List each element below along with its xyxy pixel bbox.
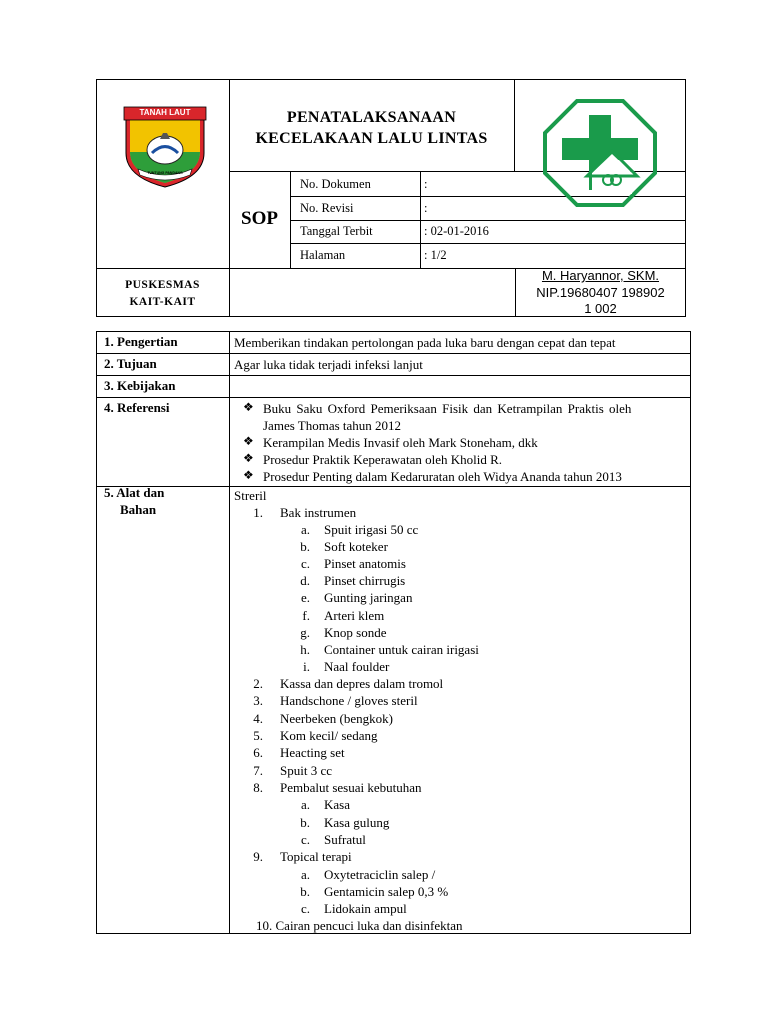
sub-item: Oxytetraciclin salep /: [324, 867, 436, 882]
title-line-2: KECELAKAAN LALU LINTAS: [255, 130, 488, 147]
tanah-laut-emblem: [120, 105, 210, 189]
meta-value-revisi: :: [424, 201, 428, 215]
referensi-item: Prosedur Praktik Keperawatan oleh Kholid R.: [263, 452, 503, 467]
sub-item: Naal foulder: [324, 659, 390, 674]
sub-marker: i.: [303, 659, 310, 674]
alat-item: Kom kecil/ sedang: [280, 728, 378, 743]
alat-item-10: 10. Cairan pencuci luka dan disinfektan: [256, 918, 463, 933]
sop-label: SOP: [241, 208, 278, 229]
sub-marker: b.: [300, 539, 310, 554]
text-steril: Streril: [234, 488, 267, 503]
list-number: 1.: [253, 505, 263, 520]
alat-item: Heacting set: [280, 745, 345, 760]
sub-marker: h.: [300, 642, 310, 657]
sub-item: Soft koteker: [324, 539, 388, 554]
text-pengertian: Memberikan tindakan pertolongan pada luka baru dengan cepat dan tepat: [234, 335, 616, 350]
list-number: 5.: [253, 728, 263, 743]
diamond-bullet-icon: ❖: [243, 434, 254, 448]
diamond-bullet-icon: ❖: [243, 468, 254, 482]
label-alat-line-1: 5. Alat dan: [104, 485, 165, 500]
list-number: 2.: [253, 676, 263, 691]
sub-marker: a.: [300, 522, 310, 537]
referensi-item: Prosedur Penting dalam Kedaruratan oleh Widya Ananda tahun 2013: [263, 469, 622, 484]
org-line-1: PUSKESMAS: [125, 279, 200, 291]
sub-item: Container untuk cairan irigasi: [324, 642, 479, 657]
list-number: 4.: [253, 711, 263, 726]
signer-nip-1: NIP.19680407 198902: [536, 284, 665, 300]
sub-item: Kasa: [324, 797, 350, 812]
sub-marker: a.: [300, 867, 310, 882]
meta-label-revisi: No. Revisi: [300, 201, 354, 215]
alat-item-1: Bak instrumen: [280, 505, 357, 520]
list-number: 7.: [253, 763, 263, 778]
sub-marker: a.: [300, 797, 310, 812]
sub-item: Knop sonde: [324, 625, 387, 640]
title-line-1: PENATALAKSANAAN: [286, 109, 457, 126]
list-number: 3.: [253, 693, 263, 708]
text-tujuan: Agar luka tidak terjadi infeksi lanjut: [234, 357, 423, 372]
referensi-item-cont: James Thomas tahun 2012: [263, 418, 402, 433]
diamond-bullet-icon: ❖: [243, 400, 254, 414]
emblem-banner-text: TUNTUNG PANDANG: [147, 171, 183, 175]
label-pengertian: 1. Pengertian: [104, 334, 178, 349]
signer-name: M. Haryannor, SKM.: [541, 268, 660, 283]
label-alat-line-2: Bahan: [120, 502, 157, 517]
alat-item: Handschone / gloves steril: [280, 693, 418, 708]
alat-item: Neerbeken (bengkok): [280, 711, 393, 726]
list-number: 9.: [253, 849, 263, 864]
sub-item: Spuit irigasi 50 cc: [324, 522, 419, 537]
sub-marker: c.: [300, 901, 310, 916]
label-kebijakan: 3. Kebijakan: [104, 378, 176, 393]
list-number: 8.: [253, 780, 263, 795]
meta-value-dokumen: :: [424, 177, 428, 191]
meta-label-halaman: Halaman: [300, 248, 346, 262]
sub-marker: e.: [300, 590, 310, 605]
signer-nip-2: 1 002: [584, 301, 617, 316]
meta-label-dokumen: No. Dokumen: [300, 177, 371, 191]
sub-marker: c.: [300, 556, 310, 571]
meta-label-tanggal: Tanggal Terbit: [300, 224, 373, 238]
diamond-bullet-icon: ❖: [243, 451, 254, 465]
sub-marker: b.: [300, 815, 310, 830]
sub-item: Kasa gulung: [324, 815, 390, 830]
label-referensi: 4. Referensi: [104, 400, 170, 415]
alat-item: Spuit 3 cc: [280, 763, 332, 778]
sub-item: Gunting jaringan: [324, 590, 413, 605]
emblem-top-text: TANAH LAUT: [139, 108, 191, 117]
label-tujuan: 2. Tujuan: [104, 356, 157, 371]
sub-marker: g.: [300, 625, 310, 640]
referensi-item: Buku Saku Oxford Pemeriksaan Fisik dan Ketrampilan Praktis oleh: [263, 401, 632, 416]
alat-item-9: Topical terapi: [280, 849, 352, 864]
alat-item: Kassa dan depres dalam tromol: [280, 676, 444, 691]
sub-marker: d.: [300, 573, 310, 588]
sub-marker: f.: [302, 608, 310, 623]
list-number: 6.: [253, 745, 263, 760]
sub-item: Pinset chirrugis: [324, 573, 406, 588]
sub-item: Arteri klem: [324, 608, 385, 623]
sub-item: Sufratul: [324, 832, 366, 847]
sub-item: Lidokain ampul: [324, 901, 407, 916]
org-line-2: KAIT-KAIT: [129, 296, 196, 308]
sub-item: Pinset anatomis: [324, 556, 406, 571]
sub-item: Gentamicin salep 0,3 %: [324, 884, 449, 899]
sub-marker: c.: [300, 832, 310, 847]
meta-value-halaman: : 1/2: [424, 248, 447, 262]
referensi-item: Kerampilan Medis Invasif oleh Mark Stoneham, dkk: [263, 435, 538, 450]
alat-item-8: Pembalut sesuai kebutuhan: [280, 780, 422, 795]
puskesmas-logo: [542, 98, 658, 208]
sub-marker: b.: [300, 884, 310, 899]
meta-value-tanggal: : 02-01-2016: [424, 224, 489, 238]
